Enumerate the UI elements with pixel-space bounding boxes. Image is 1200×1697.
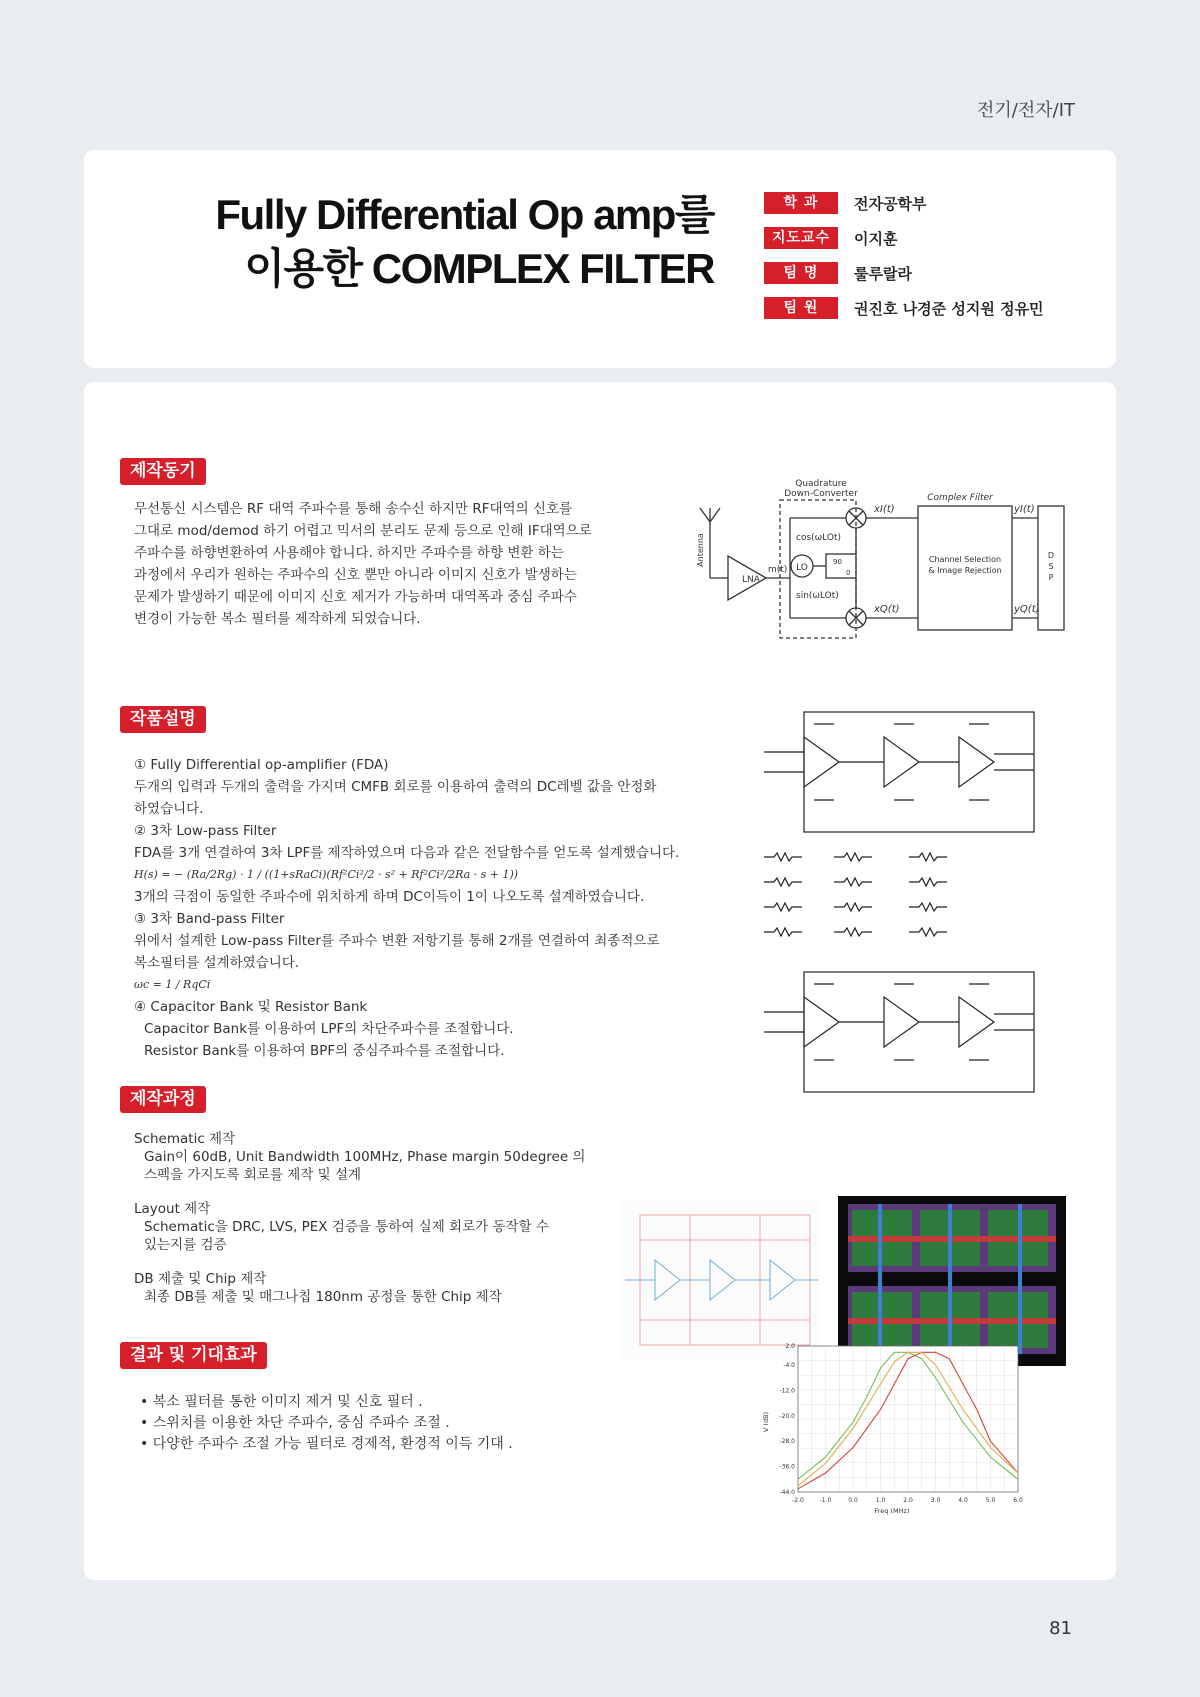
y-tick-label: -4.0: [783, 1362, 795, 1370]
diagram-label: 90: [833, 558, 842, 566]
opamp-symbol: [959, 997, 994, 1047]
x-tick-label: -1.0: [819, 1497, 832, 1504]
x-tick-label: 1.0: [875, 1497, 886, 1504]
info-value: 전자공학부: [854, 194, 927, 213]
opamp-symbol: [804, 997, 839, 1047]
diagram-label: yI(t): [1014, 504, 1035, 515]
chart-x-ticks: [792, 1497, 1023, 1504]
diagram-label: Channel Selection: [928, 555, 1002, 564]
header-card: [84, 150, 1116, 368]
opamp-symbol: [804, 737, 839, 787]
diagram-label: Quadrature: [795, 479, 847, 489]
process-text: [134, 1130, 604, 1306]
section-heading-results: 결과 및 기대효과: [120, 1342, 267, 1369]
opamp-symbol: [959, 737, 994, 787]
x-tick-label: 3.0: [930, 1497, 941, 1504]
text-line: ① Fully Differential op-amplifier (FDA): [134, 757, 389, 773]
chart-grid: [798, 1346, 1018, 1492]
text-line: 문제가 발생하기 때문에 이미지 신호 제거가 가능하며 대역폭과 중심 주파수: [134, 589, 577, 605]
diagram-label: 0: [846, 569, 851, 577]
text-line: 복소필터를 설계하였습니다.: [134, 955, 300, 971]
diagram-label: & Image Rejection: [928, 566, 1002, 575]
diagram-label: sin(ωLOt): [796, 591, 839, 601]
opamp-symbol: [884, 737, 919, 787]
x-tick-label: 5.0: [985, 1497, 996, 1504]
category-label: 전기/전자/IT: [977, 100, 1075, 121]
x-axis-label: Freq (MHz): [874, 1507, 910, 1515]
process-step-title: Schematic 제작: [134, 1131, 236, 1147]
y-tick-label: -44.0: [779, 1489, 795, 1496]
description-text: [134, 754, 724, 1062]
text-line: 최종 DB를 제출 및 매그나칩 180nm 공정을 통한 Chip 제작: [144, 1289, 502, 1305]
x-tick-label: -2.0: [792, 1497, 804, 1504]
text-line: 주파수를 하향변환하여 사용해야 합니다. 하지만 주파수를 하향 변환 하는: [134, 545, 564, 561]
diagram-label: LO: [796, 563, 808, 573]
opamp-symbol: [884, 997, 919, 1047]
diagram-label: m(t): [768, 565, 788, 575]
receiver-block-diagram: [698, 478, 1068, 638]
project-info: [764, 190, 1044, 330]
x-tick-label: 0.0: [848, 1497, 858, 1504]
diagram-label: Down-Converter: [784, 489, 858, 499]
section-heading-motivation: 제작동기: [120, 458, 206, 485]
diagram-label: D: [1047, 551, 1055, 560]
text-line: 위에서 설계한 Low-pass Filter를 주파수 변환 저항기를 통해 2개를 연결하여 최종적으로: [134, 933, 660, 949]
info-row-members: [764, 295, 1044, 321]
info-label: 팀 명: [764, 262, 838, 284]
x-tick-label: 2.0: [903, 1497, 913, 1504]
list-item: • 다양한 주파수 조절 가능 필터로 경제적, 환경적 이득 기대 .: [140, 1434, 560, 1455]
text-line: Schematic을 DRC, LVS, PEX 검증을 통하여 실제 회로가 동작할 수: [144, 1219, 549, 1235]
section-heading-description: 작품설명: [120, 706, 206, 733]
schematic-screenshot: [620, 1200, 820, 1360]
text-line: ④ Capacitor Bank 및 Resistor Bank: [134, 999, 368, 1015]
text-line: 하였습니다.: [134, 801, 204, 817]
x-tick-label: 4.0: [958, 1497, 968, 1504]
info-value: 이지훈: [854, 229, 898, 248]
diagram-label: S: [1048, 562, 1054, 571]
diagram-label: yQ(t): [1014, 604, 1040, 615]
body-card: [84, 382, 1116, 1580]
y-tick-label: -12.0: [779, 1387, 795, 1395]
text-line: Gain이 60dB, Unit Bandwidth 100MHz, Phase margin 50degree 의: [144, 1149, 586, 1165]
title-line-1: Fully Differential Op amp를: [215, 191, 714, 238]
chart-y-ticks: [779, 1343, 795, 1496]
page-number: 81: [1049, 1618, 1072, 1639]
y-axis-label: V (dB): [762, 1411, 770, 1433]
text-line: 과정에서 우리가 원하는 주파수의 신호 뿐만 아니라 이미지 신호가 발생하는: [134, 567, 577, 583]
list-item: • 스위치를 이용한 차단 주파수, 중심 주파수 조절 .: [140, 1413, 560, 1434]
x-tick-label: 6.0: [1013, 1497, 1023, 1504]
text-line: 무선통신 시스템은 RF 대역 주파수를 통해 송수신 하지만 RF대역의 신호를: [134, 501, 573, 517]
diagram-label: xI(t): [874, 504, 895, 515]
info-label: 팀 원: [764, 297, 838, 319]
motivation-text: [134, 498, 734, 630]
text-line: FDA를 3개 연결하여 3차 LPF를 제작하였으며 다음과 같은 전달함수를 얻도록 설계했습니다.: [134, 845, 680, 861]
y-tick-label: -28.0: [779, 1438, 795, 1446]
transfer-function-formula: H(s) = − (Ra/2Rg) · 1 / ((1+sRaCi)(Rf²Ci²/2 · s² + Rf²Ci²/2Ra · s + 1)): [134, 868, 519, 881]
text-line: 두개의 입력과 두개의 출력을 가지며 CMFB 회로를 이용하여 출력의 DC레벨 값을 안정화: [134, 779, 657, 795]
section-heading-process: 제작과정: [120, 1086, 206, 1113]
info-value: 권진호 나경준 성지원 정유민: [854, 299, 1044, 318]
info-row-department: [764, 190, 1044, 216]
results-list: [140, 1392, 560, 1455]
info-row-advisor: [764, 225, 1044, 251]
frequency-response-chart: [760, 1340, 1030, 1515]
text-line: 그대로 mod/demod 하기 어렵고 믹서의 분리도 문제 등으로 인해 IF대역으로: [134, 523, 592, 539]
text-line: 변경이 가능한 복소 필터를 제작하게 되었습니다.: [134, 611, 421, 627]
y-tick-label: 2.0: [785, 1343, 795, 1350]
diagram-label: LNA: [742, 575, 760, 585]
info-value: 룰루랄라: [854, 264, 912, 283]
text-line: 3개의 극점이 동일한 주파수에 위치하게 하며 DC이득이 1이 나오도록 설계하였습니다.: [134, 889, 645, 905]
process-step-title: DB 제출 및 Chip 제작: [134, 1271, 267, 1287]
text-line: Capacitor Bank를 이용하여 LPF의 차단주파수를 조절합니다.: [144, 1021, 514, 1037]
cutoff-frequency-formula: ωc = 1 / RqCi: [134, 978, 211, 991]
diagram-label: cos(ωLOt): [796, 533, 842, 543]
info-row-team-name: [764, 260, 1044, 286]
list-item: • 복소 필터를 통한 이미지 제거 및 신호 필터 .: [140, 1392, 560, 1413]
y-tick-label: -36.0: [779, 1463, 795, 1471]
diagram-label: Complex Filter: [927, 493, 993, 503]
filter-circuit-schematic: [744, 682, 1054, 1122]
info-label: 지도교수: [764, 227, 838, 249]
page-title: [215, 188, 714, 296]
diagram-label: P: [1048, 573, 1054, 582]
diagram-label: xQ(t): [874, 604, 900, 615]
title-line-2: 이용한 COMPLEX FILTER: [244, 245, 714, 292]
text-line: 있는지를 검증: [144, 1237, 227, 1253]
text-line: 스펙을 가지도록 회로를 제작 및 설계: [144, 1167, 362, 1183]
info-label: 학 과: [764, 192, 838, 214]
y-tick-label: -20.0: [779, 1412, 795, 1420]
diagram-label: Antenna: [696, 533, 705, 567]
process-step-title: Layout 제작: [134, 1201, 211, 1217]
text-line: ③ 3차 Band-pass Filter: [134, 911, 285, 927]
text-line: Resistor Bank를 이용하여 BPF의 중심주파수를 조절합니다.: [144, 1043, 505, 1059]
text-line: ② 3차 Low-pass Filter: [134, 823, 277, 839]
